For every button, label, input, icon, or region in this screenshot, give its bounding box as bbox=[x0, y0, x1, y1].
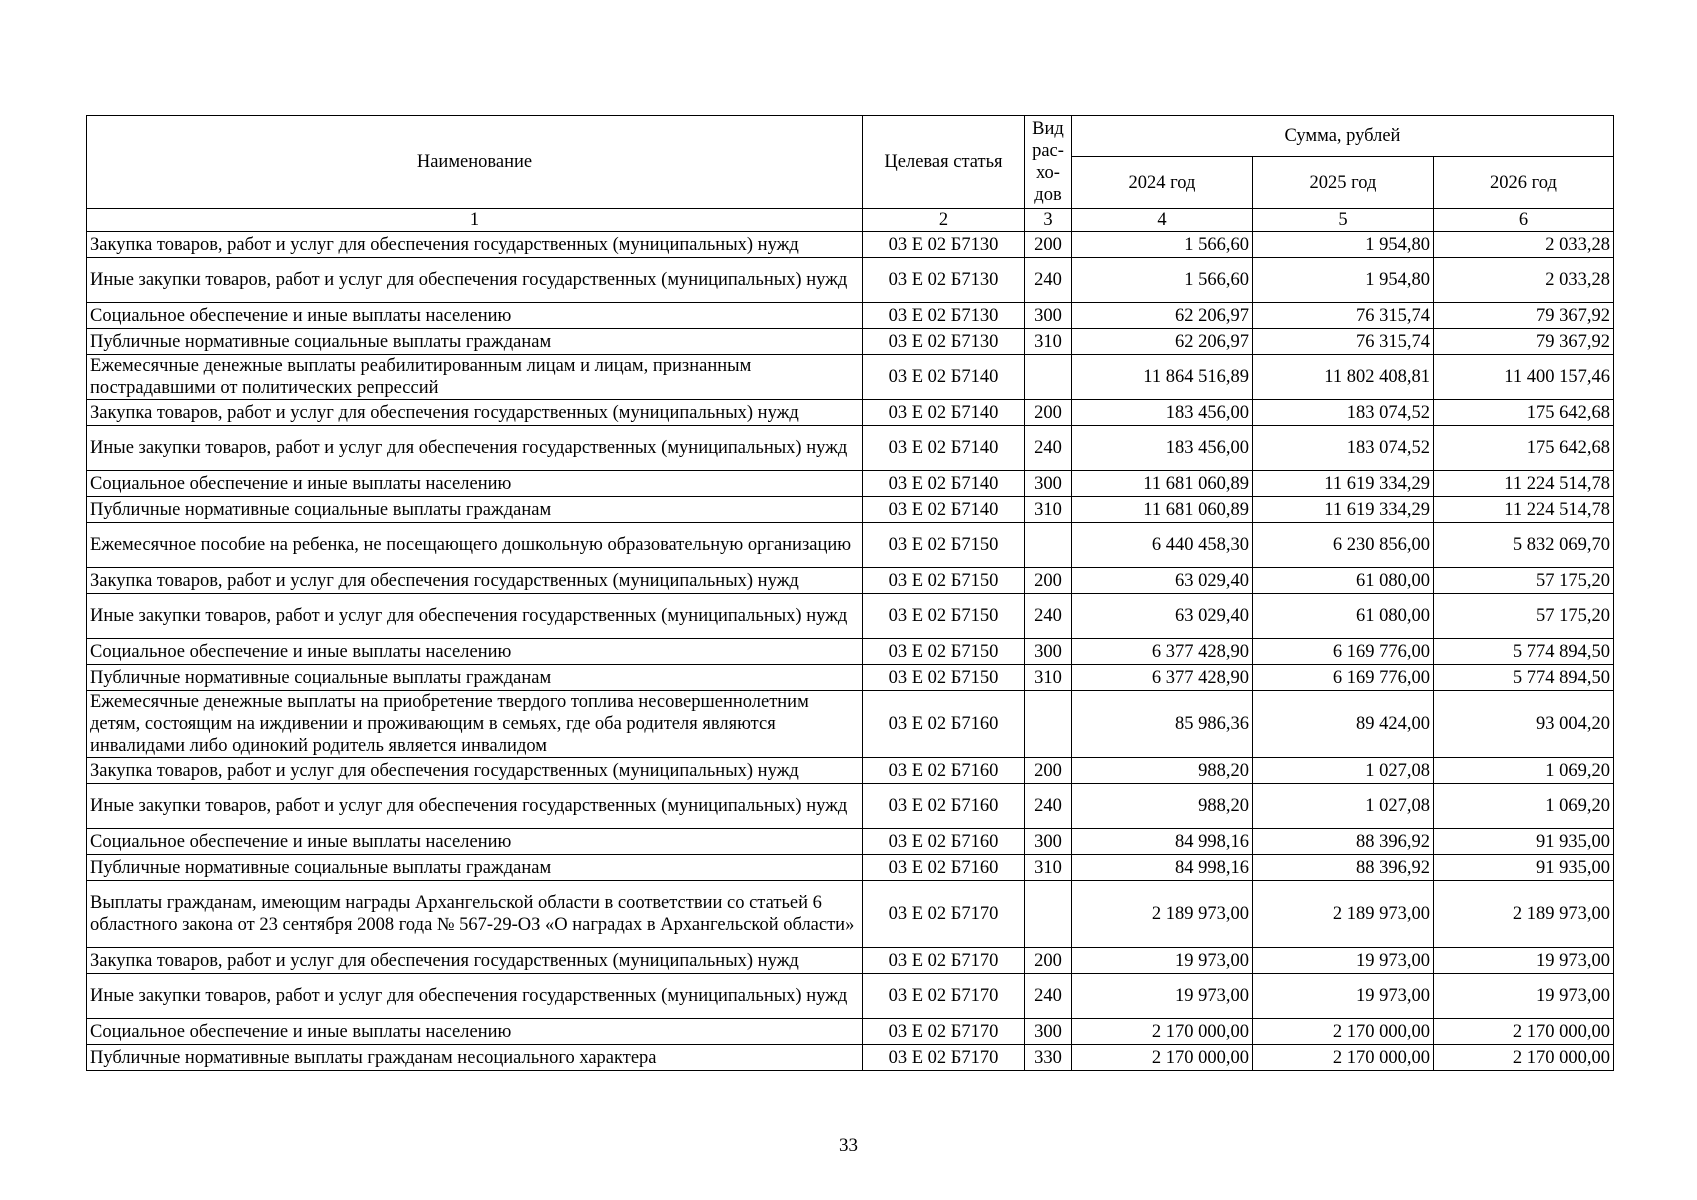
row-sum-2025: 11 619 334,29 bbox=[1253, 471, 1434, 497]
table-row bbox=[87, 665, 1614, 691]
row-name: Закупка товаров, работ и услуг для обеспечения государственных (муниципальных) нужд bbox=[87, 948, 863, 974]
row-sum-2026: 79 367,92 bbox=[1434, 329, 1614, 355]
row-expense-type: 200 bbox=[1025, 568, 1072, 594]
table-row bbox=[87, 303, 1614, 329]
row-sum-2024: 85 986,36 bbox=[1072, 691, 1253, 758]
column-number: 6 bbox=[1434, 209, 1614, 232]
row-sum-2026: 175 642,68 bbox=[1434, 426, 1614, 471]
row-sum-2024: 62 206,97 bbox=[1072, 303, 1253, 329]
row-expense-type: 240 bbox=[1025, 426, 1072, 471]
row-expense-type: 240 bbox=[1025, 974, 1072, 1019]
table-row bbox=[87, 329, 1614, 355]
header-expense-type: Вид рас-хо-дов bbox=[1025, 116, 1072, 209]
row-sum-2024: 84 998,16 bbox=[1072, 855, 1253, 881]
header-row-1 bbox=[87, 116, 1614, 157]
row-sum-2025: 61 080,00 bbox=[1253, 594, 1434, 639]
row-expense-type bbox=[1025, 691, 1072, 758]
header-year-2024: 2024 год bbox=[1072, 157, 1253, 209]
row-name: Ежемесячное пособие на ребенка, не посещающего дошкольную образовательную организацию bbox=[87, 523, 863, 568]
row-sum-2024: 6 377 428,90 bbox=[1072, 639, 1253, 665]
row-expense-type: 310 bbox=[1025, 665, 1072, 691]
row-name: Социальное обеспечение и иные выплаты населению bbox=[87, 1019, 863, 1045]
row-sum-2025: 11 802 408,81 bbox=[1253, 355, 1434, 400]
table-row bbox=[87, 691, 1614, 758]
row-sum-2025: 19 973,00 bbox=[1253, 948, 1434, 974]
row-sum-2026: 57 175,20 bbox=[1434, 568, 1614, 594]
row-sum-2026: 11 400 157,46 bbox=[1434, 355, 1614, 400]
row-sum-2025: 89 424,00 bbox=[1253, 691, 1434, 758]
table-row bbox=[87, 829, 1614, 855]
row-expense-type: 330 bbox=[1025, 1045, 1072, 1071]
table-row bbox=[87, 639, 1614, 665]
budget-table bbox=[86, 115, 1614, 1071]
row-sum-2025: 2 189 973,00 bbox=[1253, 881, 1434, 948]
header-sum: Сумма, рублей bbox=[1072, 116, 1614, 157]
row-sum-2026: 19 973,00 bbox=[1434, 948, 1614, 974]
row-sum-2024: 183 456,00 bbox=[1072, 426, 1253, 471]
row-target-article: 03 Е 02 Б7140 bbox=[863, 497, 1025, 523]
row-name: Социальное обеспечение и иные выплаты населению bbox=[87, 829, 863, 855]
row-name: Публичные нормативные социальные выплаты гражданам bbox=[87, 329, 863, 355]
header-name: Наименование bbox=[87, 116, 863, 209]
row-name: Иные закупки товаров, работ и услуг для обеспечения государственных (муниципальных) нужд bbox=[87, 784, 863, 829]
row-sum-2025: 61 080,00 bbox=[1253, 568, 1434, 594]
row-sum-2026: 1 069,20 bbox=[1434, 758, 1614, 784]
row-name: Ежемесячные денежные выплаты на приобретение твердого топлива несовершеннолетним детям, состоящим на иждивении и проживающим в семьях, где оба родителя являются инвалидами либо одинокий родитель является инвалидом bbox=[87, 691, 863, 758]
row-target-article: 03 Е 02 Б7160 bbox=[863, 691, 1025, 758]
row-expense-type: 240 bbox=[1025, 784, 1072, 829]
row-expense-type: 200 bbox=[1025, 400, 1072, 426]
row-sum-2024: 2 189 973,00 bbox=[1072, 881, 1253, 948]
row-sum-2024: 988,20 bbox=[1072, 784, 1253, 829]
row-sum-2024: 63 029,40 bbox=[1072, 594, 1253, 639]
row-sum-2026: 57 175,20 bbox=[1434, 594, 1614, 639]
row-name: Иные закупки товаров, работ и услуг для обеспечения государственных (муниципальных) нужд bbox=[87, 974, 863, 1019]
row-sum-2025: 88 396,92 bbox=[1253, 829, 1434, 855]
row-sum-2024: 2 170 000,00 bbox=[1072, 1019, 1253, 1045]
row-name: Закупка товаров, работ и услуг для обеспечения государственных (муниципальных) нужд bbox=[87, 232, 863, 258]
row-sum-2024: 988,20 bbox=[1072, 758, 1253, 784]
row-name: Публичные нормативные социальные выплаты гражданам bbox=[87, 855, 863, 881]
row-sum-2026: 5 774 894,50 bbox=[1434, 665, 1614, 691]
row-sum-2024: 11 681 060,89 bbox=[1072, 471, 1253, 497]
column-number: 2 bbox=[863, 209, 1025, 232]
table-row bbox=[87, 400, 1614, 426]
row-name: Закупка товаров, работ и услуг для обеспечения государственных (муниципальных) нужд bbox=[87, 400, 863, 426]
row-sum-2025: 19 973,00 bbox=[1253, 974, 1434, 1019]
row-expense-type: 300 bbox=[1025, 639, 1072, 665]
row-sum-2024: 11 864 516,89 bbox=[1072, 355, 1253, 400]
row-name: Социальное обеспечение и иные выплаты населению bbox=[87, 303, 863, 329]
row-target-article: 03 Е 02 Б7140 bbox=[863, 426, 1025, 471]
row-sum-2025: 183 074,52 bbox=[1253, 426, 1434, 471]
row-target-article: 03 Е 02 Б7130 bbox=[863, 329, 1025, 355]
row-sum-2026: 93 004,20 bbox=[1434, 691, 1614, 758]
row-target-article: 03 Е 02 Б7150 bbox=[863, 639, 1025, 665]
row-sum-2024: 63 029,40 bbox=[1072, 568, 1253, 594]
row-sum-2024: 2 170 000,00 bbox=[1072, 1045, 1253, 1071]
row-name: Иные закупки товаров, работ и услуг для обеспечения государственных (муниципальных) нужд bbox=[87, 594, 863, 639]
row-sum-2025: 76 315,74 bbox=[1253, 303, 1434, 329]
row-sum-2025: 6 169 776,00 bbox=[1253, 665, 1434, 691]
row-target-article: 03 Е 02 Б7160 bbox=[863, 855, 1025, 881]
column-number: 5 bbox=[1253, 209, 1434, 232]
row-target-article: 03 Е 02 Б7160 bbox=[863, 758, 1025, 784]
row-expense-type: 240 bbox=[1025, 258, 1072, 303]
row-expense-type: 200 bbox=[1025, 758, 1072, 784]
row-expense-type: 310 bbox=[1025, 497, 1072, 523]
page-number: 33 bbox=[839, 1135, 858, 1156]
row-name: Ежемесячные денежные выплаты реабилитированным лицам и лицам, признанным пострадавшими от политических репрессий bbox=[87, 355, 863, 400]
header-target-article: Целевая статья bbox=[863, 116, 1025, 209]
row-sum-2024: 19 973,00 bbox=[1072, 974, 1253, 1019]
row-sum-2026: 2 189 973,00 bbox=[1434, 881, 1614, 948]
row-name: Публичные нормативные социальные выплаты гражданам bbox=[87, 665, 863, 691]
table-row bbox=[87, 232, 1614, 258]
row-name: Публичные нормативные выплаты гражданам несоциального характера bbox=[87, 1045, 863, 1071]
row-sum-2026: 2 170 000,00 bbox=[1434, 1045, 1614, 1071]
table-row bbox=[87, 355, 1614, 400]
row-sum-2025: 1 027,08 bbox=[1253, 758, 1434, 784]
row-sum-2025: 1 027,08 bbox=[1253, 784, 1434, 829]
row-name: Закупка товаров, работ и услуг для обеспечения государственных (муниципальных) нужд bbox=[87, 568, 863, 594]
row-sum-2025: 1 954,80 bbox=[1253, 232, 1434, 258]
row-expense-type: 310 bbox=[1025, 329, 1072, 355]
row-sum-2026: 91 935,00 bbox=[1434, 829, 1614, 855]
row-sum-2024: 6 377 428,90 bbox=[1072, 665, 1253, 691]
row-expense-type: 240 bbox=[1025, 594, 1072, 639]
column-number-row bbox=[87, 209, 1614, 232]
row-expense-type: 300 bbox=[1025, 303, 1072, 329]
row-target-article: 03 Е 02 Б7130 bbox=[863, 303, 1025, 329]
row-sum-2026: 11 224 514,78 bbox=[1434, 497, 1614, 523]
table-row bbox=[87, 426, 1614, 471]
column-number: 4 bbox=[1072, 209, 1253, 232]
table-row bbox=[87, 1019, 1614, 1045]
table-row bbox=[87, 881, 1614, 948]
row-name: Закупка товаров, работ и услуг для обеспечения государственных (муниципальных) нужд bbox=[87, 758, 863, 784]
table-row bbox=[87, 497, 1614, 523]
row-target-article: 03 Е 02 Б7130 bbox=[863, 232, 1025, 258]
table-row bbox=[87, 784, 1614, 829]
row-sum-2025: 1 954,80 bbox=[1253, 258, 1434, 303]
row-sum-2026: 2 170 000,00 bbox=[1434, 1019, 1614, 1045]
row-sum-2024: 84 998,16 bbox=[1072, 829, 1253, 855]
row-sum-2024: 62 206,97 bbox=[1072, 329, 1253, 355]
row-expense-type bbox=[1025, 355, 1072, 400]
row-sum-2025: 76 315,74 bbox=[1253, 329, 1434, 355]
row-name: Социальное обеспечение и иные выплаты населению bbox=[87, 471, 863, 497]
table-row bbox=[87, 855, 1614, 881]
row-sum-2026: 2 033,28 bbox=[1434, 258, 1614, 303]
table-row bbox=[87, 594, 1614, 639]
column-number: 3 bbox=[1025, 209, 1072, 232]
table-row bbox=[87, 1045, 1614, 1071]
row-sum-2024: 6 440 458,30 bbox=[1072, 523, 1253, 568]
row-target-article: 03 Е 02 Б7170 bbox=[863, 1019, 1025, 1045]
row-sum-2024: 1 566,60 bbox=[1072, 258, 1253, 303]
row-name: Выплаты гражданам, имеющим награды Архангельской области в соответствии со статьей 6 областного закона от 23 сентября 2008 года № 567-29-ОЗ «О наградах в Архангельской области» bbox=[87, 881, 863, 948]
row-sum-2024: 1 566,60 bbox=[1072, 232, 1253, 258]
row-name: Социальное обеспечение и иные выплаты населению bbox=[87, 639, 863, 665]
row-sum-2026: 5 774 894,50 bbox=[1434, 639, 1614, 665]
row-target-article: 03 Е 02 Б7170 bbox=[863, 948, 1025, 974]
table-row bbox=[87, 758, 1614, 784]
column-number: 1 bbox=[87, 209, 863, 232]
table-row bbox=[87, 258, 1614, 303]
row-target-article: 03 Е 02 Б7170 bbox=[863, 974, 1025, 1019]
row-expense-type: 200 bbox=[1025, 948, 1072, 974]
row-sum-2026: 5 832 069,70 bbox=[1434, 523, 1614, 568]
row-target-article: 03 Е 02 Б7140 bbox=[863, 471, 1025, 497]
row-sum-2025: 88 396,92 bbox=[1253, 855, 1434, 881]
row-sum-2025: 6 169 776,00 bbox=[1253, 639, 1434, 665]
table-row bbox=[87, 948, 1614, 974]
row-sum-2026: 79 367,92 bbox=[1434, 303, 1614, 329]
row-sum-2026: 1 069,20 bbox=[1434, 784, 1614, 829]
table-row bbox=[87, 523, 1614, 568]
row-target-article: 03 Е 02 Б7150 bbox=[863, 665, 1025, 691]
row-target-article: 03 Е 02 Б7130 bbox=[863, 258, 1025, 303]
row-sum-2025: 2 170 000,00 bbox=[1253, 1019, 1434, 1045]
row-sum-2026: 91 935,00 bbox=[1434, 855, 1614, 881]
row-sum-2026: 19 973,00 bbox=[1434, 974, 1614, 1019]
row-sum-2025: 6 230 856,00 bbox=[1253, 523, 1434, 568]
row-sum-2024: 183 456,00 bbox=[1072, 400, 1253, 426]
row-target-article: 03 Е 02 Б7140 bbox=[863, 400, 1025, 426]
table-row bbox=[87, 974, 1614, 1019]
row-sum-2026: 2 033,28 bbox=[1434, 232, 1614, 258]
row-sum-2024: 11 681 060,89 bbox=[1072, 497, 1253, 523]
row-name: Иные закупки товаров, работ и услуг для обеспечения государственных (муниципальных) нужд bbox=[87, 258, 863, 303]
row-name: Публичные нормативные социальные выплаты гражданам bbox=[87, 497, 863, 523]
row-target-article: 03 Е 02 Б7150 bbox=[863, 568, 1025, 594]
row-expense-type bbox=[1025, 881, 1072, 948]
row-expense-type: 200 bbox=[1025, 232, 1072, 258]
table-row bbox=[87, 471, 1614, 497]
row-sum-2025: 2 170 000,00 bbox=[1253, 1045, 1434, 1071]
row-expense-type: 310 bbox=[1025, 855, 1072, 881]
row-target-article: 03 Е 02 Б7160 bbox=[863, 829, 1025, 855]
row-target-article: 03 Е 02 Б7160 bbox=[863, 784, 1025, 829]
row-sum-2026: 11 224 514,78 bbox=[1434, 471, 1614, 497]
row-target-article: 03 Е 02 Б7170 bbox=[863, 881, 1025, 948]
table-body bbox=[87, 232, 1614, 1071]
row-target-article: 03 Е 02 Б7150 bbox=[863, 523, 1025, 568]
row-sum-2025: 183 074,52 bbox=[1253, 400, 1434, 426]
row-name: Иные закупки товаров, работ и услуг для обеспечения государственных (муниципальных) нужд bbox=[87, 426, 863, 471]
row-sum-2026: 175 642,68 bbox=[1434, 400, 1614, 426]
row-expense-type: 300 bbox=[1025, 829, 1072, 855]
row-expense-type: 300 bbox=[1025, 471, 1072, 497]
table-row bbox=[87, 568, 1614, 594]
row-expense-type: 300 bbox=[1025, 1019, 1072, 1045]
row-target-article: 03 Е 02 Б7140 bbox=[863, 355, 1025, 400]
row-expense-type bbox=[1025, 523, 1072, 568]
header-year-2026: 2026 год bbox=[1434, 157, 1614, 209]
row-sum-2025: 11 619 334,29 bbox=[1253, 497, 1434, 523]
row-sum-2024: 19 973,00 bbox=[1072, 948, 1253, 974]
row-target-article: 03 Е 02 Б7150 bbox=[863, 594, 1025, 639]
header-year-2025: 2025 год bbox=[1253, 157, 1434, 209]
row-target-article: 03 Е 02 Б7170 bbox=[863, 1045, 1025, 1071]
